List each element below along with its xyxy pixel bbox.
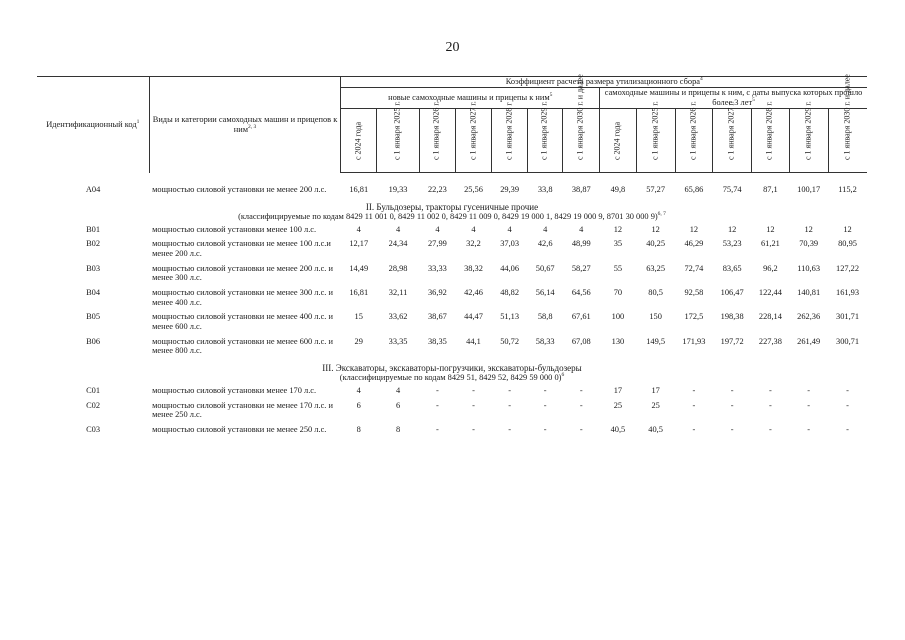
coefficient-value: 40,5 [610, 424, 626, 434]
coefficient-value: - [692, 424, 696, 434]
coefficient-value: 67,08 [571, 336, 591, 346]
coefficient-value: - [472, 400, 475, 410]
coefficient-value: 115,2 [838, 185, 857, 194]
coefficient-value: 32,11 [388, 287, 408, 297]
coefficient-value: 38,87 [571, 185, 591, 194]
coefficient-value: 150 [649, 312, 662, 322]
row-description: мощностью силовой установки не менее 400 л.с. и менее 600 л.с. [152, 312, 333, 331]
year-label: с 1 января 2027 г. [468, 101, 478, 161]
coefficient-value: 4 [579, 224, 584, 234]
coefficient-value: 64,56 [571, 287, 591, 297]
coefficient-value: 197,72 [720, 336, 744, 346]
coefficient-value: 15 [354, 312, 363, 322]
year-label: с 1 января 2027 г. [726, 101, 736, 161]
coefficient-value: 300,71 [836, 336, 860, 346]
coefficient-value: 33,8 [537, 185, 553, 194]
coefficient-value: 35 [613, 239, 623, 249]
row-description: мощностью силовой установки не менее 170 л.с. и менее 250 л.с. [152, 400, 333, 420]
year-header-new-2 [420, 101, 456, 173]
year-header-new-5 [527, 101, 563, 173]
row-code: В02 [86, 239, 101, 249]
row-description: мощностью силовой установки не менее 100 л.с.и менее 200 л.с. [152, 239, 331, 258]
coefficient-value: 172,5 [684, 312, 704, 322]
section-header [37, 200, 867, 225]
coefficient-value: - [807, 400, 811, 410]
coefficient-value: 12 [766, 224, 775, 234]
year-label: с 1 января 2025 г. [392, 101, 402, 161]
coefficient-value: 33,35 [388, 336, 408, 346]
table-row [37, 288, 867, 312]
header-old-machines: самоходные машины и прицепы к ним, с даты выпуска которых прошло более 3 лет$^5$ [600, 88, 867, 109]
coefficient-value: 127,22 [836, 263, 860, 273]
coefficient-value: 17 [651, 385, 660, 395]
coefficient-value: 16,81 [349, 185, 369, 194]
table-row [37, 185, 867, 200]
year-header-old-5 [789, 101, 828, 173]
coefficient-value: 36,92 [427, 287, 447, 297]
coefficient-value: 42,46 [464, 287, 483, 297]
row-code: В03 [86, 263, 101, 273]
coefficient-value: 106,47 [720, 287, 744, 297]
coefficient-value: 58,8 [537, 312, 553, 322]
header-coefficient: Коэффициент расчета размера утилизационного сбора$^4$ [341, 77, 867, 88]
coefficient-value: 38,32 [464, 263, 483, 273]
table-row [37, 264, 867, 288]
table-row [37, 337, 867, 361]
coefficient-value: 50,72 [500, 336, 520, 346]
coefficient-value: 87,1 [763, 185, 778, 194]
page-number: 20 [445, 40, 460, 55]
coefficient-value: 12,17 [349, 239, 369, 249]
coefficient-value: 130 [611, 336, 625, 346]
year-header-new-3 [455, 101, 492, 173]
coefficient-value: 4 [507, 224, 512, 234]
coefficient-value: 63,25 [646, 263, 666, 273]
coefficient-value: 40,5 [648, 424, 663, 434]
coefficient-value: 100 [611, 312, 625, 322]
section-header [37, 361, 867, 386]
table-row [37, 239, 867, 263]
coefficient-value: - [769, 385, 772, 395]
coefficient-value: - [579, 385, 583, 395]
coefficient-value: - [769, 400, 772, 410]
coefficient-value: 27,99 [427, 239, 447, 249]
coefficient-value: 228,14 [758, 312, 782, 322]
coefficient-value: 44,1 [466, 336, 481, 346]
year-header-new-1 [377, 101, 420, 173]
coefficient-value: - [508, 385, 511, 395]
coefficient-value: 17 [613, 385, 623, 395]
coefficient-value: 24,34 [388, 239, 408, 249]
coefficient-value: 12 [843, 224, 852, 234]
coefficient-value: 19,33 [388, 185, 408, 194]
coefficient-value: 53,23 [722, 239, 742, 249]
coefficient-value: 22,23 [427, 185, 447, 194]
row-code: С01 [86, 385, 101, 395]
year-label: с 1 января 2029 г. [803, 101, 813, 161]
coefficient-value: 198,38 [720, 312, 744, 322]
year-label: с 1 января 2026 г. [688, 101, 698, 161]
year-label: с 2024 года [353, 122, 363, 161]
coefficient-value: 4 [435, 224, 440, 234]
coefficient-value: 149,5 [646, 336, 666, 346]
coefficient-value: - [769, 424, 772, 434]
year-header-new-0 [341, 109, 377, 173]
coefficient-value: 55 [613, 263, 623, 273]
coefficient-value: - [730, 400, 734, 410]
coefficient-value: 58,33 [535, 336, 555, 346]
coefficient-value: 96,2 [763, 263, 778, 273]
year-header-old-0 [600, 109, 637, 173]
coefficient-value: 12 [727, 224, 737, 234]
coefficient-value: 44,47 [464, 312, 483, 322]
header-kinds: Виды и категории самоходных машин и прицепов к ним$^{2, 3}$ [149, 77, 341, 173]
coefficient-value: 80,5 [648, 287, 663, 297]
coefficient-value: 161,93 [836, 287, 860, 297]
row-code: В04 [86, 287, 101, 297]
coefficient-value: 40,25 [646, 239, 666, 249]
coefficient-value: 92,58 [684, 287, 704, 297]
coefficient-value: 80,95 [838, 239, 857, 249]
coefficient-value: 12 [689, 224, 699, 234]
coefficient-value: 4 [543, 224, 548, 234]
coefficient-value: 70 [613, 287, 623, 297]
coefficient-value: 61,21 [760, 239, 780, 249]
coefficient-value: 56,14 [535, 287, 555, 297]
coefficient-value: 6 [395, 400, 401, 410]
coefficient-table [37, 76, 867, 440]
row-code: В05 [86, 312, 101, 322]
year-label: с 1 января 2028 г. [765, 101, 775, 161]
coefficient-value: 70,39 [799, 239, 819, 249]
table-row [37, 225, 867, 240]
coefficient-value: 32,2 [466, 239, 481, 249]
year-header-new-6 [563, 74, 600, 173]
year-label: с 1 января 2030 г. и далее [575, 74, 585, 161]
year-header-old-1 [636, 101, 675, 173]
coefficient-value: 33,33 [427, 263, 447, 273]
row-description: мощностью силовой установки не менее 600 л.с. и менее 800 л.с. [152, 336, 333, 356]
coefficient-value: 75,74 [722, 185, 742, 194]
coefficient-value: 4 [395, 385, 401, 395]
row-description: мощностью силовой установки не менее 300 л.с. и менее 400 л.с. [152, 287, 333, 307]
coefficient-value: 29 [354, 336, 363, 346]
coefficient-value: 122,44 [758, 287, 782, 297]
table-row [37, 425, 867, 440]
row-description: мощностью силовой установки менее 100 л.с. [152, 224, 317, 234]
coefficient-value: 6 [356, 400, 361, 410]
year-label: с 1 января 2026 г. [432, 101, 442, 161]
table-row [37, 401, 867, 425]
coefficient-value: 51,13 [500, 312, 520, 322]
coefficient-value: - [508, 424, 511, 434]
section-subtitle: (классифицируемые по кодам 8429 11 001 0, 8429 11 002 0, 8429 11 009 0, 8429 19 000 1, 8429 19 000 9, 8701 30 000 9)$^{6, 7}$ [238, 211, 666, 221]
coefficient-value: 12 [651, 224, 660, 234]
coefficient-value: 25 [613, 400, 623, 410]
row-description: мощностью силовой установки не менее 200 л.с. [152, 185, 327, 194]
row-description: мощностью силовой установки не менее 250 л.с. [152, 424, 327, 434]
coefficient-value: 25,56 [464, 185, 483, 194]
year-header-old-4 [752, 101, 790, 173]
coefficient-value: - [579, 400, 583, 410]
year-header-new-4 [492, 102, 528, 173]
coefficient-value: - [472, 385, 475, 395]
coefficient-value: 33,62 [388, 312, 408, 322]
coefficient-value: 4 [395, 224, 401, 234]
row-code: С02 [86, 400, 101, 410]
coefficient-value: - [846, 400, 849, 410]
coefficient-value: 4 [356, 224, 361, 234]
header-new-machines: новые самоходные машины и прицепы к ним$^5$ [341, 88, 600, 109]
coefficient-value: - [807, 424, 811, 434]
year-header-old-3 [713, 101, 752, 173]
coefficient-value: - [543, 400, 547, 410]
coefficient-value: - [543, 424, 547, 434]
year-header-old-6 [828, 74, 867, 173]
coefficient-value: 140,81 [797, 287, 821, 297]
row-description: мощностью силовой установки менее 170 л.с. [152, 385, 317, 395]
coefficient-value: 65,86 [684, 185, 704, 194]
section-title: II. Бульдозеры, тракторы гусеничные прочие [365, 201, 539, 212]
coefficient-value: 44,06 [500, 263, 520, 273]
coefficient-value: 100,17 [797, 185, 821, 194]
coefficient-value: 42,6 [537, 239, 553, 249]
coefficient-value: - [472, 424, 475, 434]
coefficient-value: 4 [356, 385, 361, 395]
coefficient-value: 67,61 [571, 312, 591, 322]
coefficient-value: 48,99 [571, 239, 591, 249]
header-id-code: Идентификационный код$^1$ [37, 77, 149, 173]
coefficient-value: 14,49 [349, 263, 369, 273]
coefficient-value: - [579, 424, 583, 434]
coefficient-value: 29,39 [500, 185, 520, 194]
row-code: А04 [85, 185, 101, 194]
coefficient-value: 301,71 [836, 312, 860, 322]
year-label: с 1 января 2025 г. [650, 101, 660, 161]
coefficient-value: 58,27 [571, 263, 591, 273]
coefficient-value: - [543, 385, 547, 395]
coefficient-value: 28,98 [388, 263, 408, 273]
coefficient-value: 46,29 [684, 239, 704, 249]
coefficient-value: 171,93 [682, 336, 706, 346]
coefficient-value: - [807, 385, 811, 395]
coefficient-value: 110,63 [797, 263, 821, 273]
year-label: с 1 января 2030 г. и далее [842, 74, 852, 161]
row-code: С03 [86, 424, 101, 434]
coefficient-value: 57,27 [646, 185, 666, 194]
section-title: III. Экскаваторы, экскаваторы-погрузчики, экскаваторы-бульдозеры [322, 362, 582, 373]
year-header-old-2 [675, 101, 713, 173]
coefficient-value: 48,82 [500, 287, 520, 297]
year-label: с 2024 года [612, 122, 622, 161]
coefficient-value: - [846, 385, 849, 395]
coefficient-value: 83,65 [722, 263, 742, 273]
coefficient-value: 49,8 [610, 185, 626, 194]
coefficient-value: 8 [356, 424, 361, 434]
coefficient-value: 12 [804, 224, 813, 234]
coefficient-value: - [730, 424, 734, 434]
coefficient-value: 261,49 [797, 336, 821, 346]
coefficient-value: - [730, 385, 734, 395]
coefficient-value: 262,36 [797, 312, 821, 322]
coefficient-value: - [692, 400, 696, 410]
table-row [37, 386, 867, 401]
coefficient-value: - [436, 424, 439, 434]
row-code: В06 [86, 336, 101, 346]
coefficient-value: 12 [613, 224, 623, 234]
coefficient-value: 38,67 [427, 312, 447, 322]
year-label: с 1 января 2029 г. [539, 101, 549, 161]
coefficient-value: - [846, 424, 849, 434]
coefficient-value: 227,38 [758, 336, 782, 346]
coefficient-value: 16,81 [349, 287, 369, 297]
table-row [37, 312, 867, 336]
row-code: В01 [86, 224, 101, 234]
coefficient-value: 50,67 [535, 263, 555, 273]
coefficient-value: - [508, 400, 511, 410]
coefficient-value: 72,74 [684, 263, 704, 273]
coefficient-value: - [436, 385, 439, 395]
coefficient-value: - [692, 385, 696, 395]
coefficient-value: 8 [395, 424, 401, 434]
year-label: с 1 января 2028 г [504, 102, 514, 161]
coefficient-value: 4 [471, 224, 476, 234]
section-subtitle: (классифицируемые по кодам 8429 51, 8429 52, 8429 59 000 0)$^6$ [339, 372, 565, 383]
coefficient-value: 38,35 [427, 336, 447, 346]
coefficient-value: 25 [651, 400, 660, 410]
coefficient-value: 37,03 [500, 239, 520, 249]
row-description: мощностью силовой установки не менее 200 л.с. и менее 300 л.с. [152, 263, 333, 283]
coefficient-value: - [436, 400, 439, 410]
